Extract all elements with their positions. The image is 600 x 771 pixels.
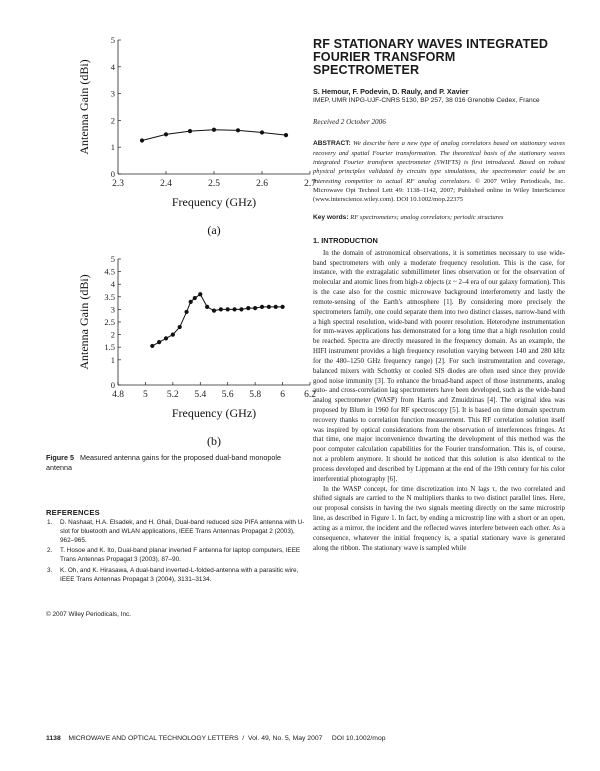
panel-label: (a) <box>207 223 221 237</box>
footer-doi: DOI 10.1002/mop <box>331 735 386 742</box>
x-tick-label: 6.2 <box>304 390 316 400</box>
data-point <box>212 128 216 132</box>
reference-text: K. Oh, and K. Hirasawa, A dual-band inverted-L-folded-antenna with a parasitic wire, IEEE Trans Antennas Propagat 3 (2004), 3131–3134. <box>60 567 299 583</box>
data-point <box>140 138 144 142</box>
figure-caption <box>46 453 308 472</box>
data-point <box>260 130 264 134</box>
figure-label: Figure 5 <box>46 453 74 462</box>
x-tick-label: 2.4 <box>160 179 172 189</box>
data-point <box>226 307 230 311</box>
abstract-citation: © 2007 Wiley Periodicals, Inc. Microwave Opt Technol Lett 49: 1138–1142, 2007; Published online in Wiley InterScience (www.interscience.wiley.com). DOI 10.1002/mop.22375 <box>313 177 565 204</box>
chart-b <box>46 249 316 449</box>
data-point <box>164 336 168 340</box>
data-point <box>260 305 264 309</box>
x-tick-label: 5.8 <box>249 390 262 400</box>
x-tick-label: 4.8 <box>112 390 124 400</box>
reference-number: 3. <box>47 567 53 575</box>
keywords <box>313 214 565 221</box>
y-axis-label: Antenna Gain (dBi) <box>77 274 91 370</box>
body-paragraph: In the WASP concept, for time discretization into N lags τ, the two correlated and shifted signals are carried to the N multipliers thanks to two distinct parallel lines. Here, our proposal consists in having the two signals meeting directly on the same microstrip line, as described in Figure 1. In fact, by ending a microstrip line with a short or an open, acting as a mirror, the incident and the reflected waves interfere between each other. As a consequence, whatever the initial frequency is, a spatial stationary wave is generated along the ribbon. The stationary wave is sampled while <box>313 484 565 552</box>
data-point <box>236 128 240 132</box>
x-tick-label: 2.3 <box>112 179 124 189</box>
x-tick-label: 2.5 <box>208 179 220 189</box>
y-tick-label: 5 <box>110 35 115 45</box>
x-axis-label: Frequency (GHz) <box>171 406 257 420</box>
y-tick-label: 3 <box>110 304 115 315</box>
x-tick-label: 5.6 <box>221 390 234 400</box>
keywords-text: RF spectrometers; analog correlators; periodic structures <box>350 213 504 221</box>
journal-issue: Vol. 49, No. 5, May 2007 <box>247 735 323 742</box>
reference-item <box>46 567 308 585</box>
x-tick-label: 5 <box>143 390 148 400</box>
figure-5 <box>46 28 316 454</box>
references-copyright: © 2007 Wiley Periodicals, Inc. <box>46 611 131 618</box>
reference-item <box>46 547 308 565</box>
data-point <box>189 300 193 304</box>
introduction-body <box>313 249 565 554</box>
page-number: 1138 <box>46 735 61 742</box>
data-point <box>193 296 197 300</box>
article-authors: S. Hemour, F. Podevin, D. Rauly, and P. Xavier <box>313 86 469 96</box>
data-point <box>232 307 236 311</box>
data-point <box>246 306 250 310</box>
y-tick-label: 1 <box>110 142 115 153</box>
y-tick-label: 1.5 <box>104 342 115 353</box>
article <box>313 38 565 553</box>
abstract <box>313 139 565 205</box>
reference-item <box>46 519 308 545</box>
article-title: RF STATIONARY WAVES INTEGRATED FOURIER TRANSFORM SPECTROMETER <box>313 37 549 78</box>
y-tick-label: 2 <box>110 115 115 126</box>
data-point <box>267 305 271 309</box>
y-axis-label: Antenna Gain (dBi) <box>77 59 91 155</box>
data-point <box>198 292 202 296</box>
data-point <box>284 133 288 137</box>
reference-text: D. Nashaat, H.A. Elsadek, and H. Ghali, Dual-band reduced size PIFA antenna with U-slot for bluetooth and WLAN applications, IEEE Trans Antennas Propagat 2 (2003), 962–965. <box>60 519 305 544</box>
data-point <box>171 333 175 337</box>
y-tick-label: 1 <box>110 354 115 365</box>
series-line <box>152 294 282 346</box>
x-tick-label: 2.7 <box>304 179 316 189</box>
y-tick-label: 0 <box>110 380 115 390</box>
data-point <box>219 307 223 311</box>
data-point <box>178 325 182 329</box>
page-footer: 1138 MICROWAVE AND OPTICAL TECHNOLOGY LETTERS / Vol. 49, No. 5, May 2007 DOI 10.1002/mop <box>46 735 386 742</box>
x-tick-label: 5.2 <box>166 390 179 400</box>
y-tick-label: 0 <box>110 169 115 179</box>
x-axis-label: Frequency (GHz) <box>171 195 257 209</box>
data-point <box>157 340 161 344</box>
reference-text: T. Hosoe and K. Ito, Dual-band planar inverted F antenna for laptop computers, IEEE Trans Antennas Propagat 3 (2003), 87–90. <box>60 547 301 564</box>
data-point <box>164 132 168 136</box>
x-tick-label: 5.4 <box>194 390 207 400</box>
y-tick-label: 2.5 <box>104 317 115 327</box>
panel-label: (b) <box>207 434 221 448</box>
keywords-label: Key words: <box>313 213 349 221</box>
y-tick-label: 4 <box>110 61 115 72</box>
reference-number: 1. <box>47 519 53 526</box>
references-list <box>46 519 308 587</box>
x-tick-label: 2.6 <box>256 179 268 189</box>
y-tick-label: 5 <box>110 254 115 264</box>
abstract-text: We describe here a new type of analog correlators based on stationary waves recovery and spatial Fourier transformation. The theoretical basis of the stationary waves integrated Fourier transform spectrometer (SWIFTS) is first introduced. Based on robust physical principles validated by circuits type simulations, the spectrometer could be an interesting competitor to actual RF analog correlators. <box>313 140 565 185</box>
data-point <box>274 305 278 309</box>
body-paragraph: In the domain of astronomical observations, it is sometimes necessary to use wide-band spectrometers with only a moderate frequency resolution. This is the case, for instance, with the extragalatic submillimeter lines observation or for the observation of molecular and atomic lines from high-z objects (z ~ 2–4 era of our galaxy formation). This is the case also for the cosmic microwave background interferometry and lastly the remote-sensing of the Earth's atmosphere [1]. By considering more precisely the spectrometers family, one could separate them into two distinct classes, narrow-band with a high spectral resolution, wide-band with poorer resolution. Heterodyne instrumentation for mm-waves applications has demonstrated for a long time that a high resolution could be reached. Spectra are directly measured in the frequency domain. As an example, the HIFI instrument provides a high frequency resolution varying between 140 and 280 kHz for the 480–1250 GHz frequency range) [2]. For such instrumentation and coverage, balanced mixers with Schottky or cooled SIS diodes are often used since they provide good noise immunity [3]. To enhance the broad-band aspect of those instruments, analog auto- and cross-correlation lag spectrometers have been developed, such as the wide-band analog spectrometer (WASP) from Harris and Zmuidzinas [4]. The original idea was proposed by Blum in 1960 for RF spectroscopy [5]. It is based on time domain spectrum recovery thanks to correlation function measurement. This RF correlation solution itself was inspired by optical considerations from the observation of interferences fringes. At that time, one major inconvenience thwarting the development of this method was the poor computer calculation capabilities for the Fourier transformation. This is, of course, not a problem anymore. It should be noticed that this solution is also identical to the process developed and described by Lippmann at the end of the 19th century for his color interferential photography [6]. <box>313 248 565 483</box>
data-point <box>253 306 257 310</box>
journal-name: MICROWAVE AND OPTICAL TECHNOLOGY LETTERS <box>68 735 239 742</box>
data-point <box>280 305 284 309</box>
references-heading: REFERENCES <box>46 508 100 517</box>
data-point <box>150 344 154 348</box>
section-heading-introduction: 1. INTRODUCTION <box>313 235 378 245</box>
y-tick-label: 2 <box>110 329 115 340</box>
data-point <box>239 307 243 311</box>
y-tick-label: 4 <box>110 279 115 290</box>
x-tick-label: 6 <box>280 390 285 400</box>
abstract-label: ABSTRACT: <box>313 140 351 148</box>
data-point <box>188 129 192 133</box>
received-date: Received 2 October 2006 <box>313 118 386 127</box>
reference-number: 2. <box>47 547 53 555</box>
y-tick-label: 3.5 <box>104 291 115 302</box>
y-tick-label: 3 <box>110 88 115 99</box>
chart-a <box>46 28 316 237</box>
data-point <box>184 310 188 314</box>
article-affiliation: IMEP, UMR INPG-UJF-CNRS 5130, BP 257, 38 016 Grenoble Cedex, France <box>313 96 540 104</box>
y-tick-label: 4.5 <box>104 266 115 277</box>
figure-caption-text: Measured antenna gains for the proposed dual-band monopole antenna <box>46 453 281 472</box>
data-point <box>205 305 209 309</box>
data-point <box>212 309 216 313</box>
